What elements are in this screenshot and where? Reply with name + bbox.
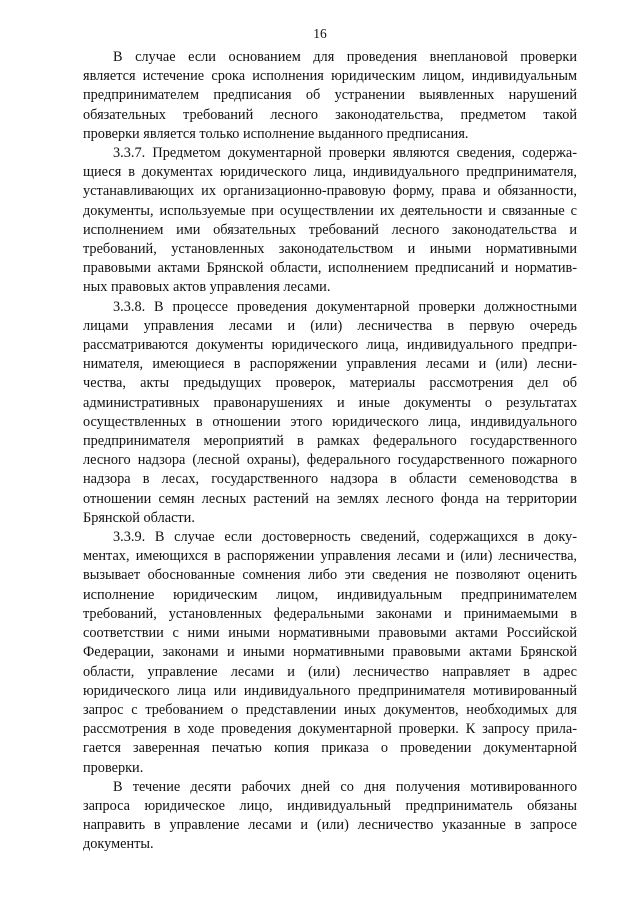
text-line: надзора в лесах, государственного надзора в области семеноводства в [83, 471, 577, 488]
text-line: гается заверенная печатью копия приказа о проведении документарной [83, 740, 577, 757]
text-line: правовыми актами Брянской области, исполнением предписаний и норматив- [83, 260, 577, 277]
text-line: направить в управление лесами и (или) лесничество указанные в запросе [83, 817, 577, 834]
text-line: Федерации, законами и иными нормативными правовыми актами Брянской [83, 644, 577, 661]
text-line: вызывает обоснованные сомнения либо эти сведения не позволяют оценить [83, 567, 577, 584]
text-line: щиеся в документах юридического лица, индивидуального предпринимателя, [83, 164, 577, 181]
text-line: устанавливающих их организационно-правовую форму, права и обязанности, [83, 183, 577, 200]
text-line: предпринимателя мероприятий в рамках федерального государственного [83, 433, 577, 450]
text-line: ных правовых актов управления лесами. [83, 279, 331, 296]
text-line: 3.3.8. В процессе проведения документарной проверки должностными [113, 298, 577, 315]
text-line: административных правонарушениях и иные документы о результатах [83, 394, 577, 411]
text-line: чества, акты предыдущих проверок, материалы рассмотрения дел об [83, 375, 577, 392]
text-line: лицами управления лесами и (или) лесничества в первую очередь [83, 317, 577, 334]
text-line: ментах, имеющихся в распоряжении управления лесами и (или) лесничества, [83, 548, 577, 565]
text-line: юридического лица или индивидуального предпринимателя мотивированный [83, 682, 577, 699]
paragraph-p2 [83, 144, 577, 298]
text-line: соответствии с ними иными нормативными правовыми актами Российской [83, 625, 577, 642]
document-body [83, 48, 577, 855]
text-line: Брянской области. [83, 509, 195, 526]
text-line: 3.3.7. Предметом документарной проверки являются сведения, содержа- [113, 145, 577, 162]
text-line: области, управление лесами и (или) лесничество направляет в адрес [83, 663, 577, 680]
text-line: исполнением ими обязательных требований лесного законодательства и [83, 221, 577, 238]
text-line: документы, используемые при осуществлении их деятельности и связанные с [83, 202, 577, 219]
text-line: исполнение юридическим лицом, индивидуальным предпринимателем [83, 586, 577, 603]
paragraph-p5 [83, 778, 577, 855]
text-line: 3.3.9. В случае если достоверность сведений, содержащихся в доку- [113, 529, 577, 546]
text-line: является истечение срока исполнения юридическим лицом, индивидуальным [83, 68, 577, 85]
page-number: 16 [313, 26, 327, 41]
text-line: проверки. [83, 759, 144, 776]
text-line: В течение десяти рабочих дней со дня получения мотивированного [113, 778, 577, 795]
text-line: нимателя, имеющиеся в распоряжении управления лесами и (или) лесни- [83, 356, 577, 373]
text-line: В случае если основанием для проведения внеплановой проверки [113, 49, 577, 65]
text-line: рассмотрения в ходе проведения документарной проверки. К запросу прила- [83, 721, 577, 738]
paragraph-p4 [83, 528, 577, 778]
text-line: требований, установленных федеральными законами и принимаемыми в [83, 605, 577, 622]
text-line: проверки является только исполнение выданного предписания. [83, 125, 469, 142]
text-line: требований, установленных законодательством и иными нормативными [83, 241, 577, 258]
text-line: запрос с требованием о представлении иных документов, необходимых для [83, 701, 577, 718]
paragraph-p1 [83, 48, 577, 144]
text-line: осуществленных в отношении этого юридического лица, индивидуального [83, 413, 577, 430]
text-line: документы. [83, 836, 154, 853]
text-line: предпринимателем предписания об устранении выявленных нарушений [83, 87, 577, 104]
text-line: лесного надзора (лесной охраны), федерального государственного пожарного [83, 452, 577, 469]
text-line: запроса юридическое лицо, индивидуальный предприниматель обязаны [83, 797, 577, 814]
text-line: рассматриваются документы юридического лица, индивидуального предпри- [83, 337, 577, 354]
paragraph-p3 [83, 298, 577, 528]
text-line: обязательных требований лесного законодательства, предметом такой [83, 106, 577, 123]
text-line: отношении семян лесных растений на землях лесного фонда на территории [83, 490, 577, 507]
